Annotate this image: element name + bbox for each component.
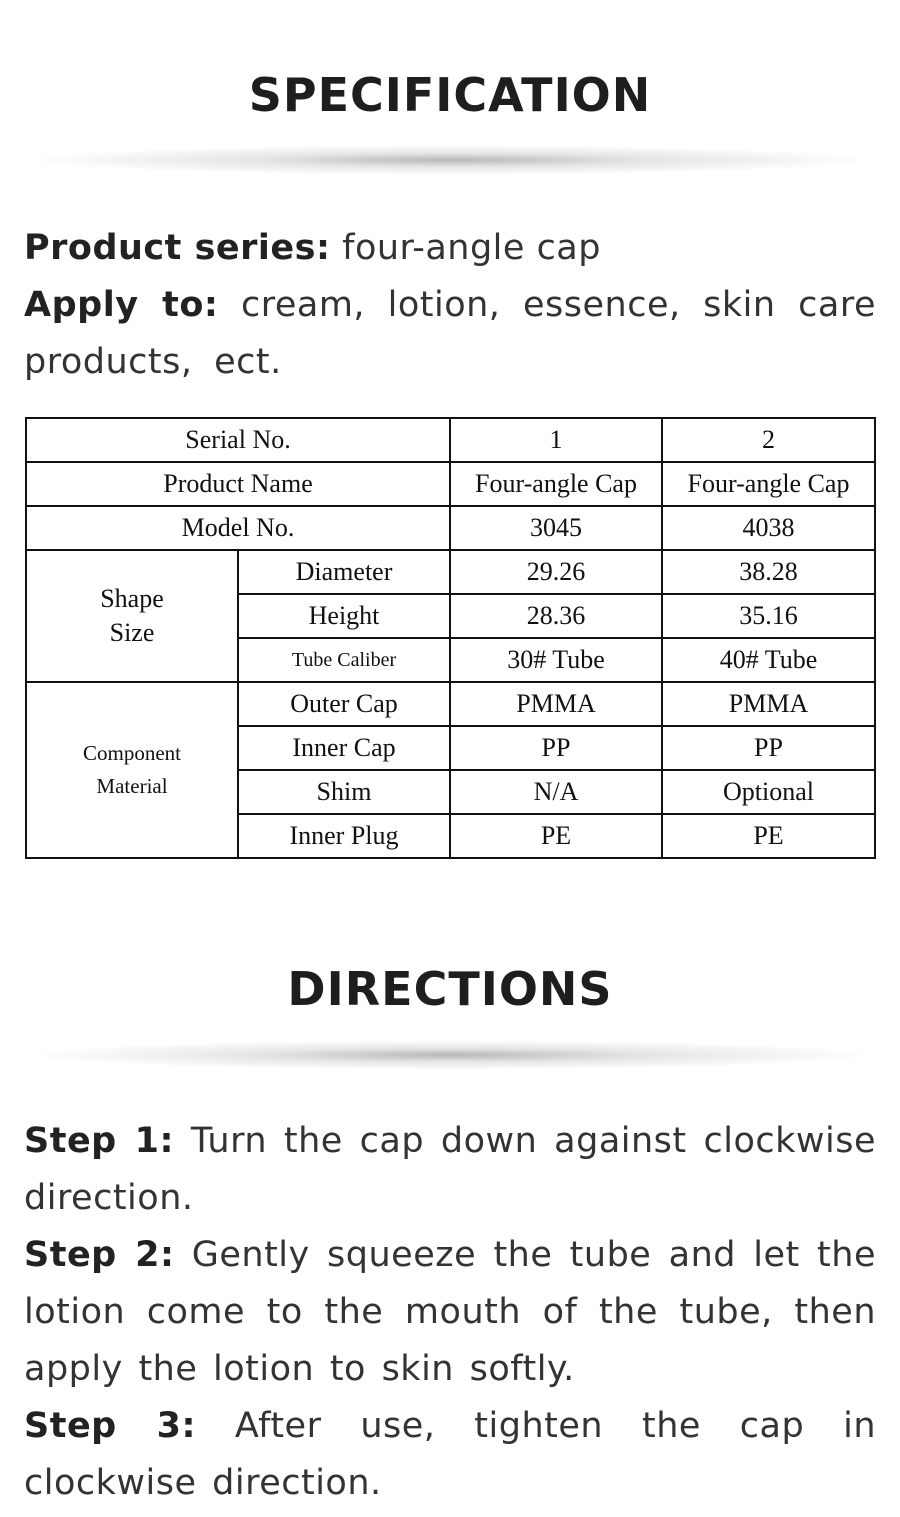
height-2: 35.16 bbox=[662, 594, 875, 638]
product-intro bbox=[24, 220, 876, 391]
serial-no-label: Serial No. bbox=[26, 418, 450, 462]
inner-cap-label: Inner Cap bbox=[238, 726, 450, 770]
table-row bbox=[26, 462, 875, 506]
step-label: Step 2: bbox=[24, 1235, 175, 1275]
step-label: Step 1: bbox=[24, 1121, 174, 1161]
step-item bbox=[24, 1227, 876, 1398]
step-text: Turn the cap down against clockwise direction. bbox=[24, 1121, 876, 1218]
serial-no-2: 2 bbox=[662, 418, 875, 462]
product-series-label: Product series: bbox=[24, 228, 331, 268]
heading-shadow-divider bbox=[24, 1040, 876, 1070]
apply-to-label: Apply to: bbox=[24, 285, 219, 325]
step-text: After use, tighten the cap in clockwise direction. bbox=[24, 1406, 876, 1503]
step-item bbox=[24, 1398, 876, 1512]
shape-size-group-line2: Size bbox=[109, 618, 155, 647]
diameter-label: Diameter bbox=[238, 550, 450, 594]
shape-size-group bbox=[26, 550, 238, 682]
product-name-1: Four-angle Cap bbox=[450, 462, 662, 506]
tube-caliber-2: 40# Tube bbox=[662, 638, 875, 682]
shim-2: Optional bbox=[662, 770, 875, 814]
height-1: 28.36 bbox=[450, 594, 662, 638]
specification-table bbox=[25, 417, 876, 859]
product-name-2: Four-angle Cap bbox=[662, 462, 875, 506]
product-name-label: Product Name bbox=[26, 462, 450, 506]
inner-plug-label: Inner Plug bbox=[238, 814, 450, 858]
component-material-group-line2: Material bbox=[96, 774, 168, 798]
outer-cap-label: Outer Cap bbox=[238, 682, 450, 726]
outer-cap-2: PMMA bbox=[662, 682, 875, 726]
shape-size-group-line1: Shape bbox=[100, 584, 164, 613]
component-material-group bbox=[26, 682, 238, 858]
inner-cap-2: PP bbox=[662, 726, 875, 770]
shim-1: N/A bbox=[450, 770, 662, 814]
table-row bbox=[26, 506, 875, 550]
apply-to-line bbox=[24, 277, 876, 391]
table-row bbox=[26, 682, 875, 726]
step-label: Step 3: bbox=[24, 1406, 197, 1446]
shim-label: Shim bbox=[238, 770, 450, 814]
heading-shadow-divider bbox=[24, 145, 876, 175]
model-no-label: Model No. bbox=[26, 506, 450, 550]
step-text: Gently squeeze the tube and let the lotion come to the mouth of the tube, then apply the lotion to skin softly. bbox=[24, 1235, 876, 1389]
serial-no-1: 1 bbox=[450, 418, 662, 462]
tube-caliber-1: 30# Tube bbox=[450, 638, 662, 682]
table-row bbox=[26, 550, 875, 594]
table-row bbox=[26, 418, 875, 462]
apply-to-value: cream, lotion, essence, skin care products, ect. bbox=[24, 285, 876, 382]
height-label: Height bbox=[238, 594, 450, 638]
diameter-2: 38.28 bbox=[662, 550, 875, 594]
outer-cap-1: PMMA bbox=[450, 682, 662, 726]
directions-steps bbox=[24, 1113, 876, 1512]
specification-heading: SPECIFICATION bbox=[248, 68, 652, 122]
directions-heading: DIRECTIONS bbox=[287, 962, 613, 1016]
step-item bbox=[24, 1113, 876, 1227]
component-material-group-line1: Component bbox=[83, 741, 181, 765]
inner-plug-2: PE bbox=[662, 814, 875, 858]
inner-plug-1: PE bbox=[450, 814, 662, 858]
diameter-1: 29.26 bbox=[450, 550, 662, 594]
product-series-line bbox=[24, 220, 876, 277]
inner-cap-1: PP bbox=[450, 726, 662, 770]
product-series-value: four-angle cap bbox=[342, 228, 601, 268]
model-no-2: 4038 bbox=[662, 506, 875, 550]
tube-caliber-label: Tube Caliber bbox=[238, 638, 450, 682]
model-no-1: 3045 bbox=[450, 506, 662, 550]
